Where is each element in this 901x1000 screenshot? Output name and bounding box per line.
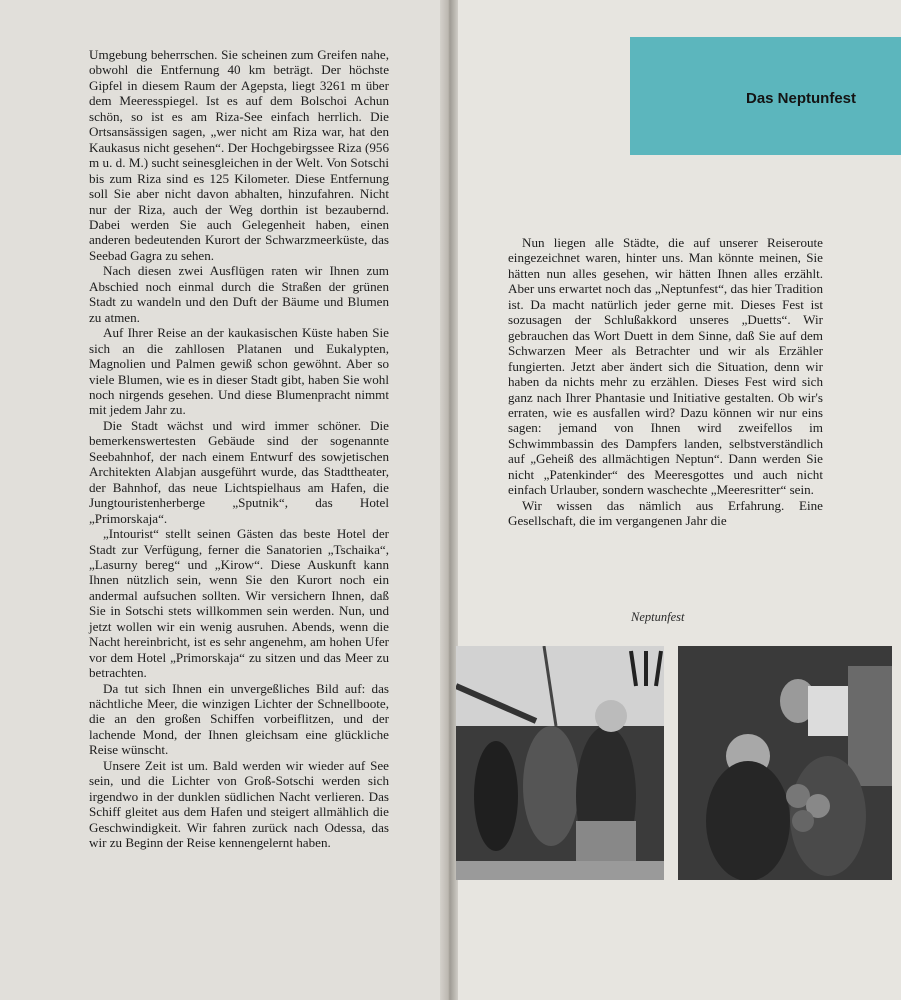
neptune-festival-photo xyxy=(456,646,664,880)
neptune-festival-photo xyxy=(678,646,892,880)
paragraph: Nach diesen zwei Ausflügen raten wir Ihnen zum Abschied noch einmal durch die Straßen der grünen Stadt zu wandeln und den Duft der Bäume und Blumen zu atmen. xyxy=(89,263,389,325)
paragraph: Auf Ihrer Reise an der kaukasischen Küste haben Sie sich an die zahllosen Platanen und Eukalypten, Magnolien und Palmen gewiß schon gewöhnt. Aber so viele Blumen, wie es in dieser Stadt gibt, haben Sie wohl noch nirgends gesehen. Und diese Blumenpracht nimmt mit jedem Jahr zu. xyxy=(89,325,389,418)
paragraph: Wir wissen das nämlich aus Erfahrung. Eine Gesellschaft, die im vergangenen Jahr die xyxy=(508,497,823,529)
paragraph: Nun liegen alle Städte, die auf unserer Reiseroute eingezeichnet waren, hinter uns. Man könnte meinen, Sie hätten nun alles gesehen, wir hätten Ihnen alles erzählt. Aber uns erwartet noch das „Neptunfest“, das hier Tradition ist. Da macht natürlich jeder gerne mit. Dieses Fest ist sozusagen der Schlußakkord unseres „Duetts“. Wir gebrauchen das Wort Duett in dem Sinne, daß Sie auf dem Schwarzen Meer als Betrachter und wir als Erzähler fungierten. Jetzt aber ändert sich die Situation, denn wir haben da nichts mehr zu erzählen. Dieses Fest wird sich ganz nach Ihrer Phantasie und Initiative gestalten. Ob wir's erraten, wie es ausfallen wird? Dazu können wir nur eins sagen: jemand von Ihnen wird zweifellos im Schwimmbassin des Dampfers landen, selbstverständlich auf „Geheiß des allmächtigen Neptun“. Dann werden Sie nicht „Patenkinder“ des Meeresgottes und auch nicht einfach Urlauber, sondern waschechte „Meeresritter“ sein. xyxy=(508,235,823,498)
paragraph: Da tut sich Ihnen ein unvergeßliches Bild auf: das nächtliche Meer, die winzigen Lichter der Schnellboote, die an den großen Schiffen vorbeiflitzen, und der lachende Mond, der Ihnen gleichsam eine glückliche Reise wünscht. xyxy=(89,680,389,758)
paragraph: Umgebung beherrschen. Sie scheinen zum Greifen nahe, obwohl die Entfernung 40 km beträgt. Der höchste Gipfel in diesem Raum der Agepsta, liegt 3261 m über dem Meeresspiegel. Ist es auf dem Bolschoi Achun schön, so ist es am Riza-See einfach herrlich. Die Ortsansässigen sagen, „wer nicht am Riza war, hat den Kaukasus nicht gesehen“. Der Hochgebirgssee Riza (956 m u. d. M.) sucht seinesgleichen in der Welt. Von Sotschi bis zum Riza sind es 125 Kilometer. Diese Entfernung soll Sie aber nicht davon abhalten, hinzufahren. Nicht nur der Riza, auch der Weg dorthin ist bezaubernd. Dabei werden Sie auch Gelegenheit haben, einen anderen bedeutenden Kurort der Schwarzmeerküste, das Seebad Gagra zu sehen. xyxy=(89,47,389,263)
section-heading: Das Neptunfest xyxy=(746,90,857,107)
left-text-column xyxy=(89,47,389,851)
paragraph: „Intourist“ stellt seinen Gästen das beste Hotel der Stadt zur Verfügung, ferner die Sanatorien „Tschaika“, „Lasurny bereg“ und „Kirow“. Diese Auskunft kann Ihnen nützlich sein, wenn Sie den Kurort noch ein andermal aufsuchen sollten. Wir versichern Ihnen, daß Sie in Sotschi stets willkommen sein werden. Nun, und jetzt wollen wir ein wenig ausruhen. Abends, wenn die Nacht hereinbricht, ist es sehr angenehm, am hohen Ufer vor dem Hotel „Primorskaja“ zu sitzen und das Meer zu betrachten. xyxy=(89,526,389,681)
photo-caption: Neptunfest xyxy=(631,610,685,624)
paragraph: Unsere Zeit ist um. Bald werden wir wieder auf See sein, und die Lichter von Groß-Sotschi werden sich irgendwo in der dunklen südlichen Nacht verlieren. Das Schiff gleitet aus dem Hafen und steigert allmählich die Geschwindigkeit. Wir fahren zurück nach Odessa, das wir zu Beginn der Reise kennengelernt haben. xyxy=(89,757,389,851)
paragraph: Die Stadt wächst und wird immer schöner. Die bemerkenswertesten Gebäude sind der sogenannte Seebahnhof, der nach einem Entwurf des sowjetischen Architekten Alabjan ausgeführt wurde, das Stadttheater, der Bahnhof, das neue Lichtspielhaus am Hafen, die Jungtouristenherberge „Sputnik“, das Hotel „Primorskaja“. xyxy=(89,417,389,526)
right-text-column xyxy=(508,235,823,529)
